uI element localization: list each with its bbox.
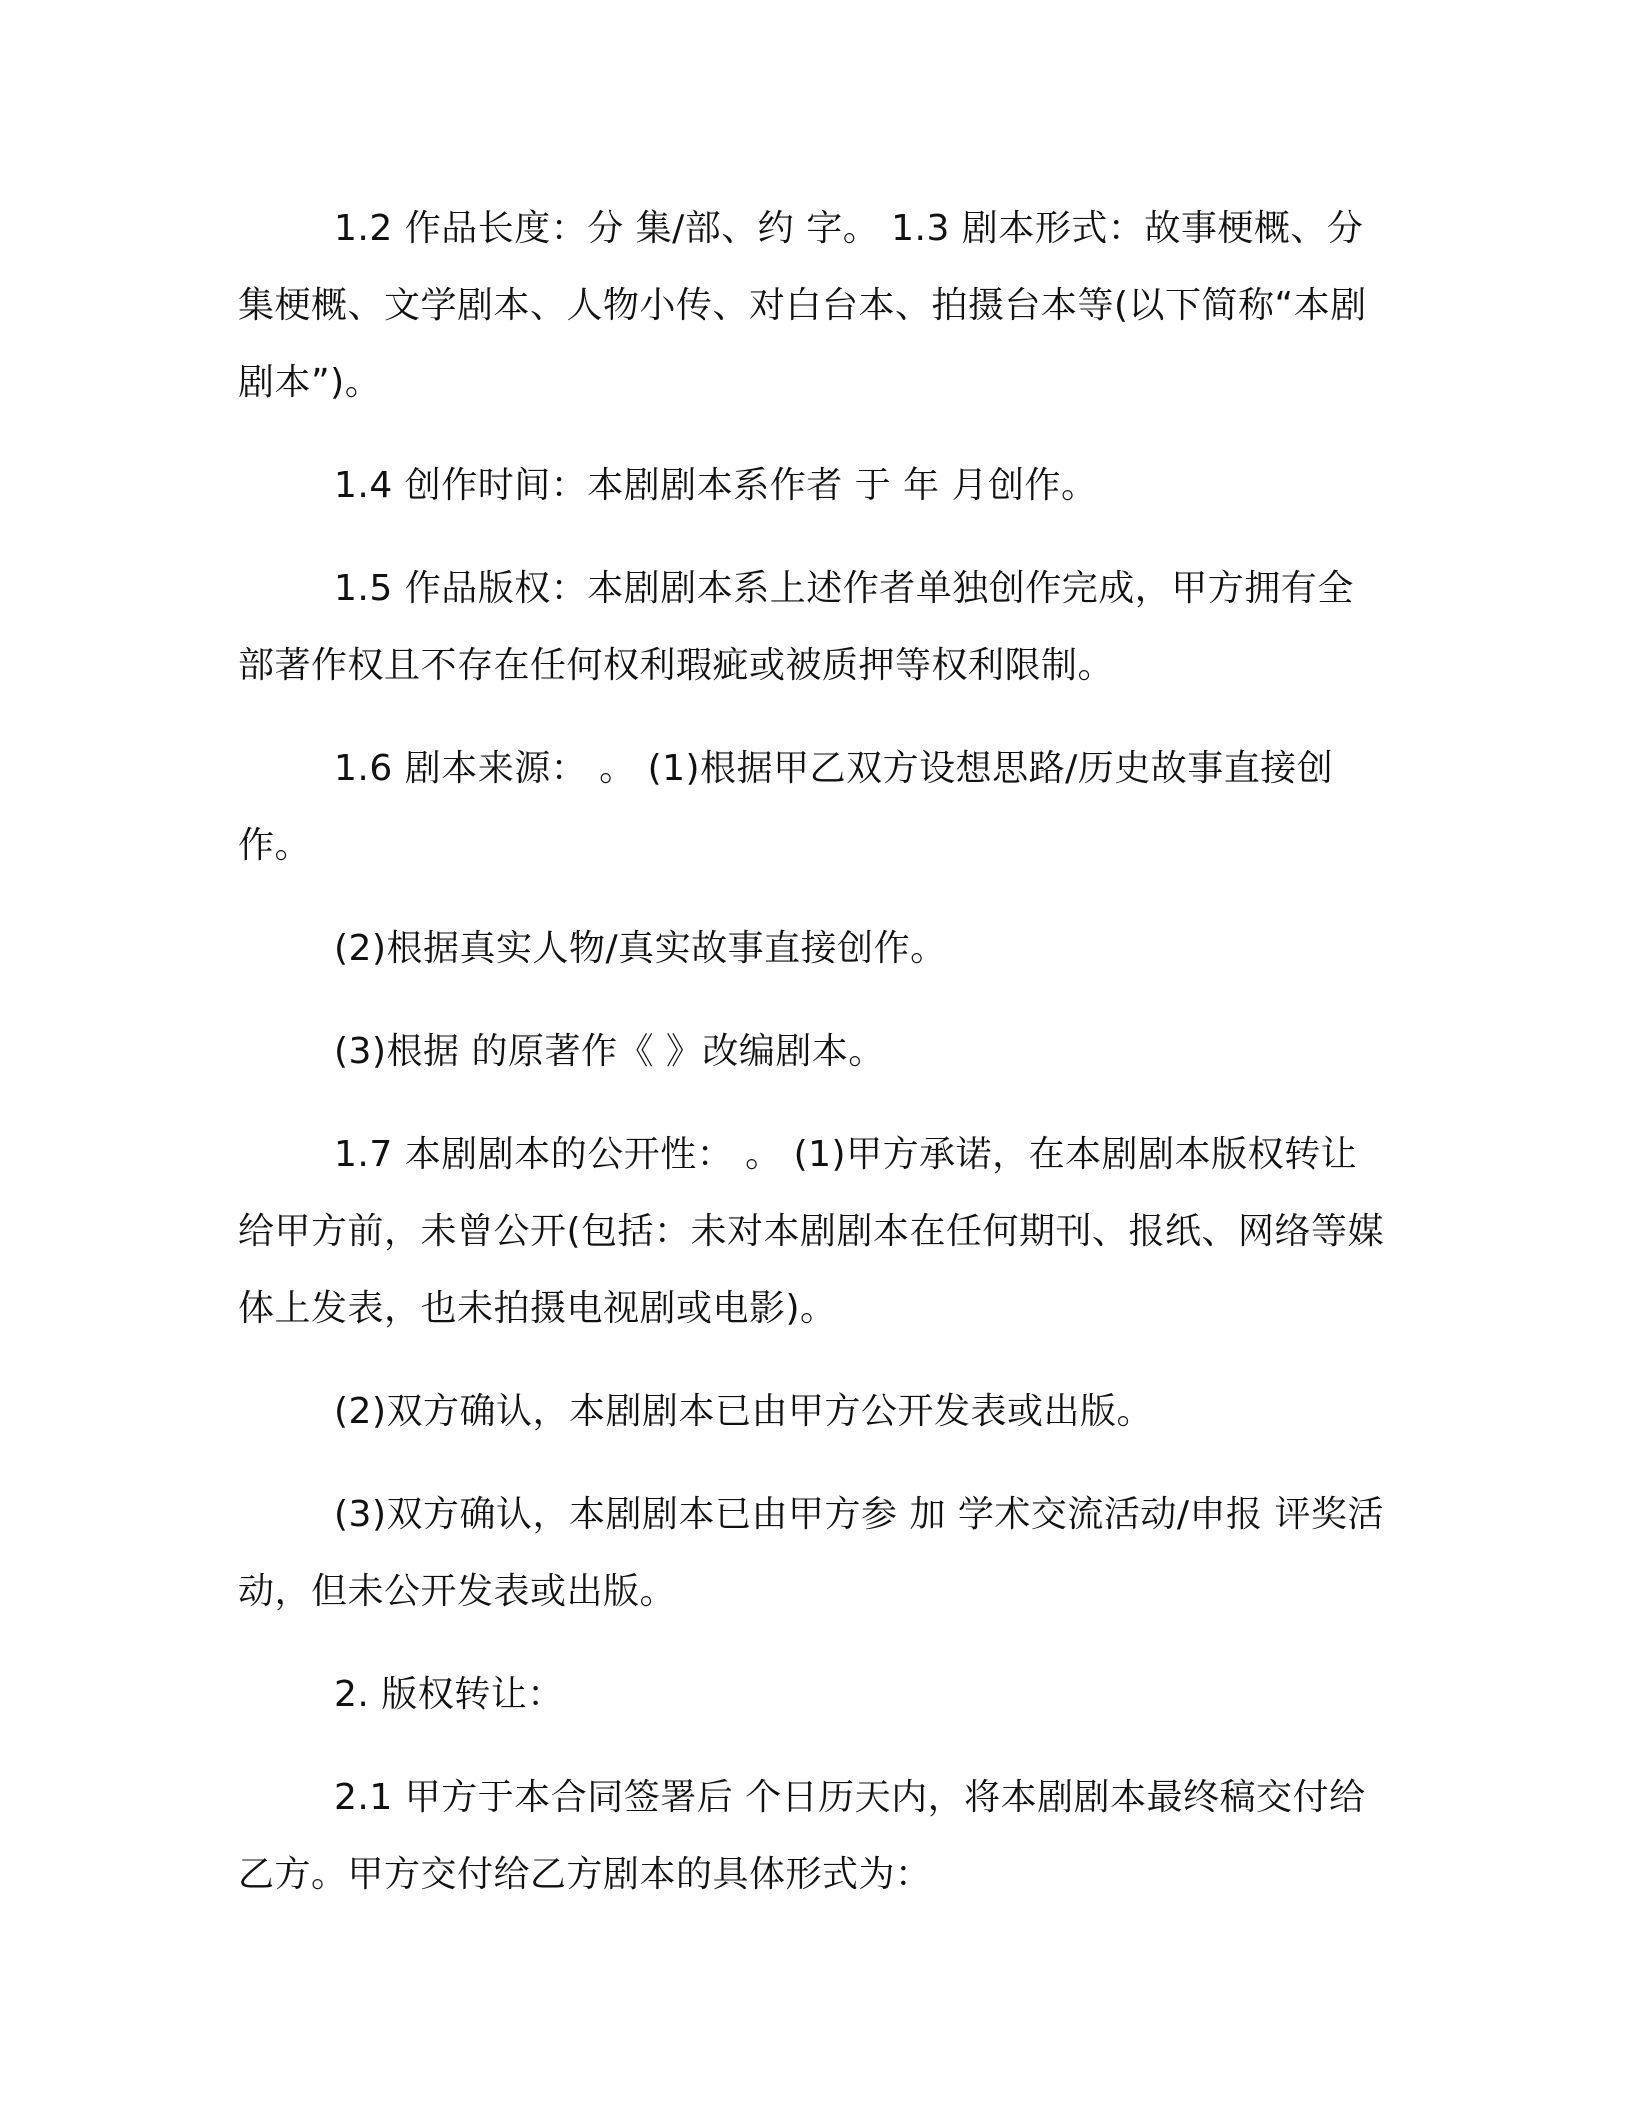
paragraph-1-6-3: (3)根据 的原著作《 》改编剧本。 bbox=[334, 1031, 885, 1072]
document-body bbox=[238, 190, 1388, 1913]
paragraph-1-7-3: (3)双方确认，本剧剧本已由甲方参 加 学术交流活动/申报 评奖活动，但未公开发表或出版。 bbox=[238, 1494, 1384, 1612]
paragraph-1-4: 1.4 创作时间：本剧剧本系作者 于 年 月创作。 bbox=[334, 465, 1098, 506]
paragraph-1-7: 1.7 本剧剧本的公开性： 。 (1)甲方承诺，在本剧剧本版权转让给甲方前，未曾公开(包括：未对本剧剧本在任何期刊、报纸、网络等媒体上发表，也未拍摄电视剧或电影)。 bbox=[238, 1134, 1385, 1329]
paragraph-2-1: 2.1 甲方于本合同签署后 个日历天内，将本剧剧本最终稿交付给乙方。甲方交付给乙方剧本的具体形式为： bbox=[238, 1777, 1366, 1895]
paragraph-1-7-2: (2)双方确认，本剧剧本已由甲方公开发表或出版。 bbox=[334, 1391, 1153, 1432]
paragraph-1-2-1-3: 1.2 作品长度：分 集/部、约 字。 1.3 剧本形式：故事梗概、分集梗概、文学剧本、人物小传、对白台本、拍摄台本等(以下简称“本剧剧本”)。 bbox=[238, 208, 1367, 403]
paragraph-1-6: 1.6 剧本来源： 。 (1)根据甲乙双方设想思路/历史故事直接创作。 bbox=[238, 748, 1334, 866]
paragraph-1-6-2: (2)根据真实人物/真实故事直接创作。 bbox=[334, 928, 947, 969]
section-heading-2: 2. 版权转让： bbox=[334, 1674, 564, 1715]
paragraph-1-5: 1.5 作品版权：本剧剧本系上述作者单独创作完成，甲方拥有全部著作权且不存在任何权利瑕疵或被质押等权利限制。 bbox=[238, 568, 1354, 686]
